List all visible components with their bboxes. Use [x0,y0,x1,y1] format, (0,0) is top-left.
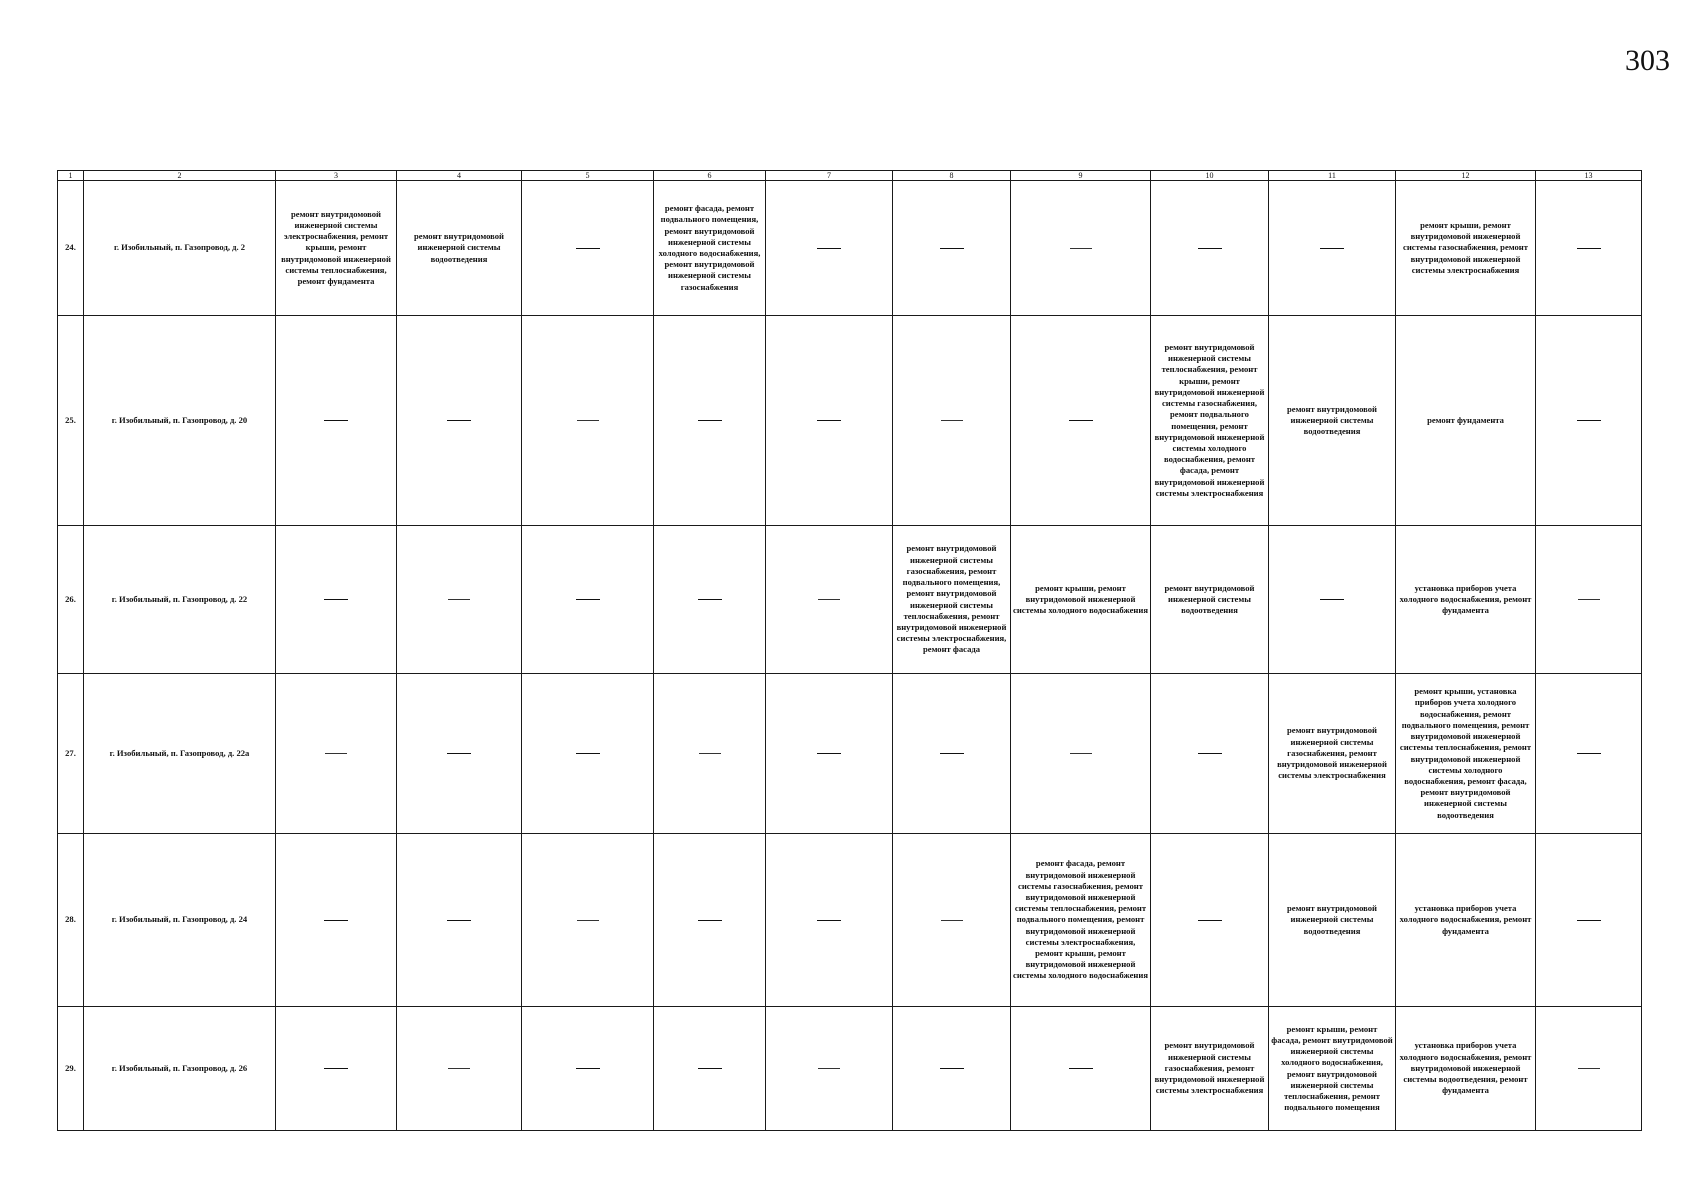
dash-mark [817,248,841,249]
column-header: 13 [1536,171,1642,181]
table-row [58,316,1642,526]
page-number: 303 [1625,44,1670,77]
empty-cell [276,674,397,834]
dash-mark [448,599,470,600]
dash-mark [940,248,964,249]
dash-mark [1320,599,1344,600]
empty-cell [522,674,654,834]
work-cell: ремонт внутридомовой инженерной системы газоснабжения, ремонт внутридомовой инженерной системы электроснабжения [1269,674,1396,834]
column-header: 11 [1269,171,1396,181]
dash-mark [447,920,471,921]
column-header: 8 [893,171,1011,181]
address-cell: г. Изобильный, п. Газопровод, д. 20 [84,316,276,526]
dash-mark [1198,753,1222,754]
dash-mark [324,1068,348,1069]
dash-mark [448,1068,470,1069]
empty-cell [1151,674,1269,834]
empty-cell [766,1007,893,1131]
dash-mark [577,420,599,421]
work-cell: ремонт внутридомовой инженерной системы электроснабжения, ремонт крыши, ремонт внутридомовой инженерной системы теплоснабжения, ремонт фундамента [276,181,397,316]
work-cell: ремонт фасада, ремонт подвального помещения, ремонт внутридомовой инженерной системы холодного водоснабжения, ремонт внутридомовой инженерной системы газоснабжения [654,181,766,316]
dash-mark [324,599,348,600]
row-number: 27. [58,674,84,834]
dash-mark [940,753,964,754]
dash-mark [576,599,600,600]
dash-mark [817,420,841,421]
column-number-row [58,171,1642,181]
empty-cell [1011,316,1151,526]
empty-cell [276,834,397,1007]
empty-cell [1011,674,1151,834]
dash-mark [941,420,963,421]
empty-cell [1011,181,1151,316]
dash-mark [324,420,348,421]
dash-mark [1577,420,1601,421]
dash-mark [1320,248,1344,249]
empty-cell [1536,526,1642,674]
empty-cell [1536,674,1642,834]
work-cell: ремонт внутридомовой инженерной системы теплоснабжения, ремонт крыши, ремонт внутридомовой инженерной системы газоснабжения, ремонт подвального помещения, ремонт внутридомовой инженерной системы холодного водоснабжения, ремонт фасада, ремонт внутридомовой инженерной системы электроснабжения [1151,316,1269,526]
empty-cell [522,834,654,1007]
dash-mark [1198,920,1222,921]
dash-mark [1070,753,1092,754]
dash-mark [577,920,599,921]
row-number: 24. [58,181,84,316]
table-row [58,834,1642,1007]
empty-cell [276,526,397,674]
dash-mark [576,248,600,249]
empty-cell [1536,181,1642,316]
address-cell: г. Изобильный, п. Газопровод, д. 2 [84,181,276,316]
column-header: 6 [654,171,766,181]
table-row [58,1007,1642,1131]
address-cell: г. Изобильный, п. Газопровод, д. 26 [84,1007,276,1131]
dash-mark [1070,248,1092,249]
work-cell: ремонт крыши, установка приборов учета холодного водоснабжения, ремонт подвального помещения, ремонт внутридомовой инженерной системы теплоснабжения, ремонт внутридомовой инженерной системы холодного водоснабжения, ремонт фасада, ремонт внутридомовой инженерной системы водоотведения [1396,674,1536,834]
work-cell: установка приборов учета холодного водоснабжения, ремонт фундамента [1396,526,1536,674]
work-cell: ремонт крыши, ремонт внутридомовой инженерной системы газоснабжения, ремонт внутридомовой инженерной системы электроснабжения [1396,181,1536,316]
empty-cell [522,1007,654,1131]
empty-cell [1269,181,1396,316]
dash-mark [576,1068,600,1069]
dash-mark [1069,1068,1093,1069]
table-row [58,526,1642,674]
repair-schedule-table [57,170,1642,1131]
work-cell: ремонт внутридомовой инженерной системы водоотведения [1269,316,1396,526]
empty-cell [397,316,522,526]
work-cell: ремонт крыши, ремонт внутридомовой инженерной системы холодного водоснабжения [1011,526,1151,674]
work-cell: установка приборов учета холодного водоснабжения, ремонт внутридомовой инженерной системы водоотведения, ремонт фундамента [1396,1007,1536,1131]
row-number: 29. [58,1007,84,1131]
column-header: 12 [1396,171,1536,181]
empty-cell [1151,181,1269,316]
work-cell: ремонт фасада, ремонт внутридомовой инженерной системы газоснабжения, ремонт внутридомовой инженерной системы теплоснабжения, ремонт подвального помещения, ремонт внутридомовой инженерной системы электроснабжения, ремонт крыши, ремонт внутридомовой инженерной системы холодного водоснабжения [1011,834,1151,1007]
column-header: 4 [397,171,522,181]
dash-mark [817,920,841,921]
address-cell: г. Изобильный, п. Газопровод, д. 22 [84,526,276,674]
empty-cell [893,1007,1011,1131]
dash-mark [1198,248,1222,249]
empty-cell [893,316,1011,526]
empty-cell [1536,1007,1642,1131]
dash-mark [1577,248,1601,249]
dash-mark [699,753,721,754]
empty-cell [893,834,1011,1007]
dash-mark [447,420,471,421]
table-row [58,181,1642,316]
empty-cell [397,1007,522,1131]
row-number: 28. [58,834,84,1007]
work-cell: ремонт внутридомовой инженерной системы газоснабжения, ремонт подвального помещения, ремонт внутридомовой инженерной системы теплоснабжения, ремонт внутридомовой инженерной системы электроснабжения, ремонт фасада [893,526,1011,674]
empty-cell [522,316,654,526]
work-cell: ремонт фундамента [1396,316,1536,526]
dash-mark [698,599,722,600]
empty-cell [522,181,654,316]
address-cell: г. Изобильный, п. Газопровод, д. 24 [84,834,276,1007]
dash-mark [1577,753,1601,754]
dash-mark [817,753,841,754]
dash-mark [324,920,348,921]
empty-cell [654,834,766,1007]
empty-cell [1536,834,1642,1007]
dash-mark [818,1068,840,1069]
column-header: 2 [84,171,276,181]
dash-mark [576,753,600,754]
empty-cell [1269,526,1396,674]
empty-cell [654,526,766,674]
empty-cell [276,316,397,526]
column-header: 9 [1011,171,1151,181]
work-cell: ремонт внутридомовой инженерной системы водоотведения [1151,526,1269,674]
empty-cell [654,316,766,526]
dash-mark [698,920,722,921]
empty-cell [893,181,1011,316]
empty-cell [766,316,893,526]
dash-mark [1069,420,1093,421]
row-number: 26. [58,526,84,674]
work-cell: ремонт внутридомовой инженерной системы водоотведения [1269,834,1396,1007]
empty-cell [397,834,522,1007]
work-cell: ремонт внутридомовой инженерной системы водоотведения [397,181,522,316]
dash-mark [940,1068,964,1069]
empty-cell [397,674,522,834]
dash-mark [325,753,347,754]
empty-cell [522,526,654,674]
dash-mark [1578,599,1600,600]
dash-mark [941,920,963,921]
table-row [58,674,1642,834]
empty-cell [654,1007,766,1131]
dash-mark [698,420,722,421]
empty-cell [1011,1007,1151,1131]
dash-mark [1578,1068,1600,1069]
empty-cell [766,834,893,1007]
work-cell: ремонт внутридомовой инженерной системы газоснабжения, ремонт внутридомовой инженерной системы электроснабжения [1151,1007,1269,1131]
empty-cell [766,526,893,674]
column-header: 3 [276,171,397,181]
empty-cell [397,526,522,674]
column-header: 10 [1151,171,1269,181]
work-cell: ремонт крыши, ремонт фасада, ремонт внутридомовой инженерной системы холодного водоснабжения, ремонт внутридомовой инженерной системы теплоснабжения, ремонт подвального помещения [1269,1007,1396,1131]
address-cell: г. Изобильный, п. Газопровод, д. 22а [84,674,276,834]
empty-cell [276,1007,397,1131]
empty-cell [1151,834,1269,1007]
dash-mark [818,599,840,600]
column-header: 7 [766,171,893,181]
dash-mark [698,1068,722,1069]
column-header: 5 [522,171,654,181]
dash-mark [447,753,471,754]
column-header: 1 [58,171,84,181]
work-cell: установка приборов учета холодного водоснабжения, ремонт фундамента [1396,834,1536,1007]
empty-cell [766,181,893,316]
empty-cell [1536,316,1642,526]
row-number: 25. [58,316,84,526]
empty-cell [766,674,893,834]
empty-cell [654,674,766,834]
empty-cell [893,674,1011,834]
dash-mark [1577,920,1601,921]
